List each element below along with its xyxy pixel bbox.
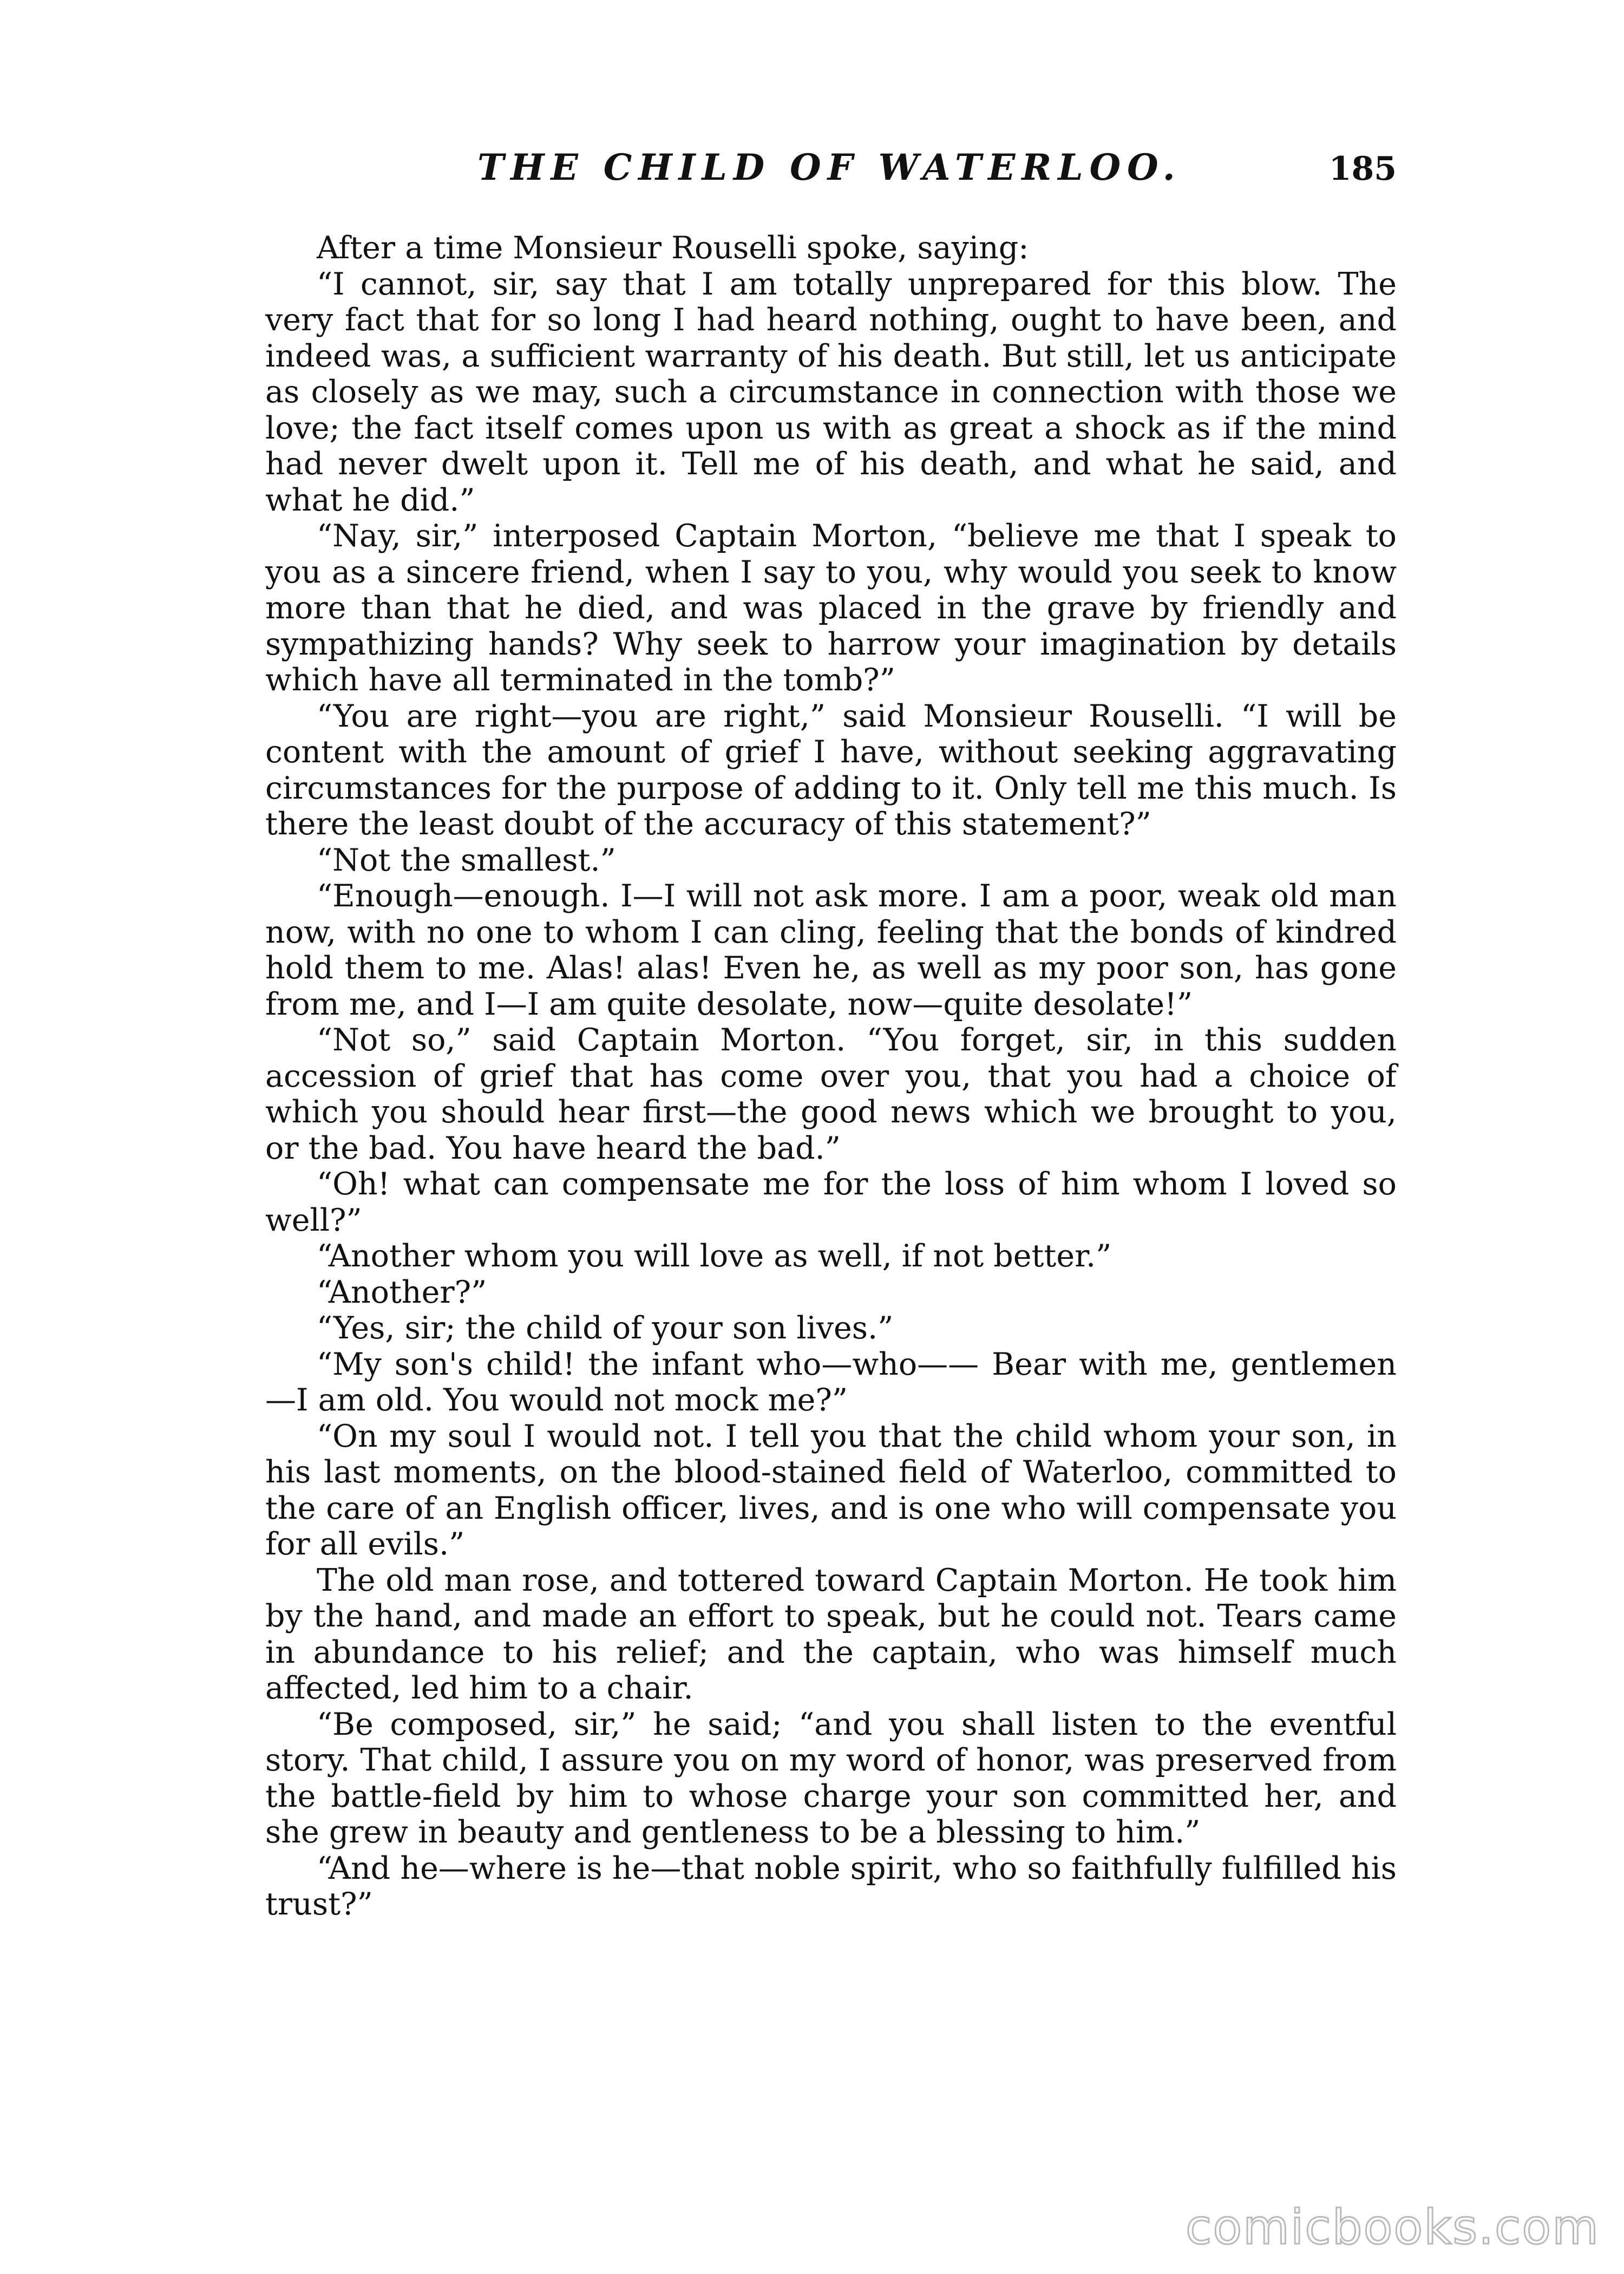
- paragraph: “Yes, sir; the child of your son lives.”: [317, 1310, 894, 1346]
- paragraph: “My son's child! the infant who—who—— Bear with me, gentlemen—I am old. You would not mock me?”: [265, 1346, 1397, 1418]
- paragraph: “You are right—you are right,” said Monsieur Rouselli. “I will be content with the amount of grief I have, without seeking aggravating circumstances for the purpose of adding to it. Only tell me this much. Is there the least doubt of the accuracy of this statement?”: [265, 698, 1397, 842]
- paragraph: “Another?”: [317, 1274, 487, 1310]
- page-number: 185: [1328, 150, 1397, 188]
- paragraph: “Not so,” said Captain Morton. “You forget, sir, in this sudden accession of grief that has come over you, that you had a choice of which you should hear first—the good news which we brought to you, or the bad. You have heard the bad.”: [265, 1022, 1397, 1166]
- running-head: [265, 146, 1397, 200]
- paragraph: “Nay, sir,” interposed Captain Morton, “believe me that I speak to you as a sincere friend, when I say to you, why would you seek to know more than that he died, and was placed in the grave by friendly and sympathizing hands? Why seek to harrow your imagination by details which have all terminated in the tomb?”: [265, 518, 1397, 698]
- paragraph: “Another whom you will love as well, if not better.”: [317, 1238, 1112, 1274]
- paragraph: “Be composed, sir,” he said; “and you shall listen to the eventful story. That child, I assure you on my word of honor, was preserved from the battle-field by him to whose charge your son committed her, and she grew in beauty and gentleness to be a blessing to him.”: [265, 1706, 1397, 1850]
- paragraph: “Oh! what can compensate me for the loss of him whom I loved so well?”: [265, 1166, 1397, 1238]
- body-text: [265, 230, 1397, 1923]
- running-title: THE CHILD OF WATERLOO.: [477, 146, 1182, 188]
- paragraph: “Not the smallest.”: [317, 842, 616, 878]
- watermark: comicbooks.com: [1185, 2199, 1600, 2255]
- paragraph: “On my soul I would not. I tell you that the child whom your son, in his last moments, on the blood-stained field of Waterloo, committed to the care of an English officer, lives, and is one who will compensate you for all evils.”: [265, 1418, 1397, 1562]
- paragraph: “And he—where is he—that noble spirit, who so faithfully fulfilled his trust?”: [265, 1850, 1397, 1922]
- paragraph: After a time Monsieur Rouselli spoke, saying:: [317, 230, 1029, 266]
- paragraph: The old man rose, and tottered toward Captain Morton. He took him by the hand, and made an effort to speak, but he could not. Tears came in abundance to his relief; and the captain, who was himself much affected, led him to a chair.: [265, 1562, 1397, 1706]
- paragraph: “Enough—enough. I—I will not ask more. I am a poor, weak old man now, with no one to whom I can cling, feeling that the bonds of kindred hold them to me. Alas! alas! Even he, as well as my poor son, has gone from me, and I—I am quite desolate, now—quite desolate!”: [265, 878, 1397, 1022]
- paragraph: “I cannot, sir, say that I am totally unprepared for this blow. The very fact that for so long I had heard nothing, ought to have been, and indeed was, a sufficient warranty of his death. But still, let us anticipate as closely as we may, such a circumstance in connection with those we love; the fact itself comes upon us with as great a shock as if the mind had never dwelt upon it. Tell me of his death, and what he said, and what he did.”: [265, 266, 1397, 518]
